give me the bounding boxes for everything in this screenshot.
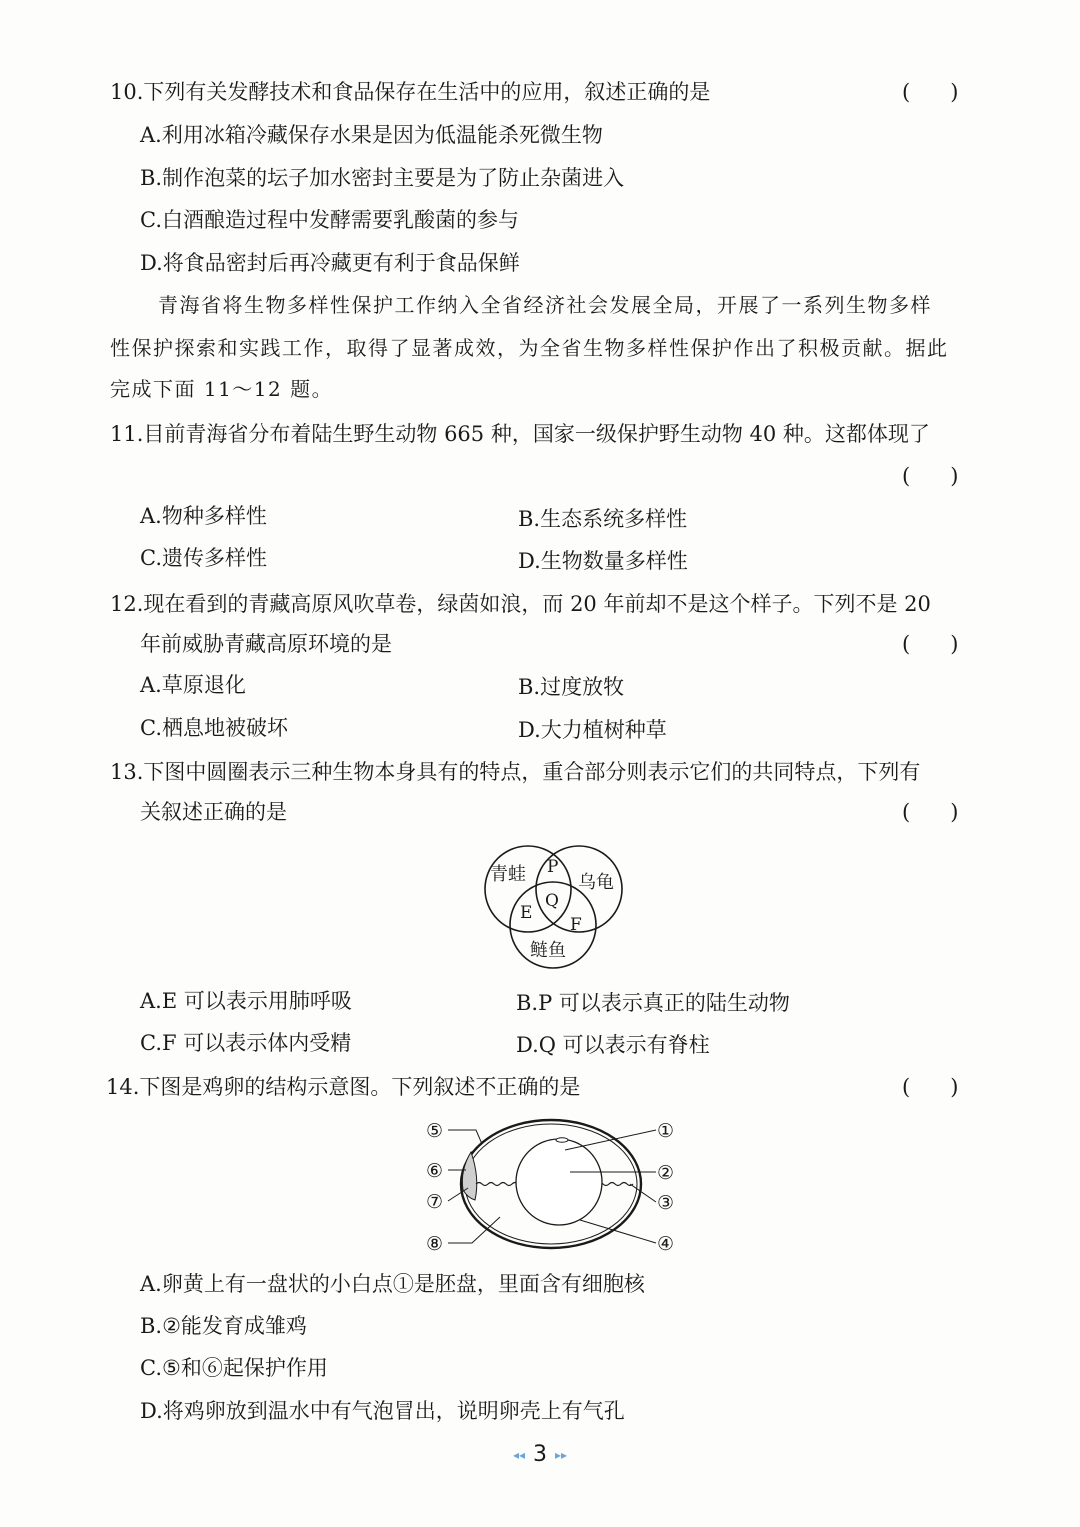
- leader-line-8: [448, 1217, 500, 1243]
- q12-stem-line-2: 年前威胁青藏高原环境的是: [140, 632, 392, 656]
- venn-label-fish: 鲢鱼: [530, 940, 566, 961]
- q14-stem: 14.下图是鸡卵的结构示意图。下列叙述不正确的是: [106, 1075, 581, 1099]
- venn-label-turtle: 乌龟: [578, 872, 614, 893]
- egg-label-1: ①: [657, 1120, 675, 1142]
- q11-stem: 11.目前青海省分布着陆生野生动物 665 种，国家一级保护野生动物 40 种。这都体现了: [110, 422, 930, 446]
- q13-answer-bracket: ( ): [902, 800, 959, 824]
- egg-label-8: ⑧: [426, 1233, 444, 1255]
- q12-answer-bracket: ( ): [902, 632, 959, 656]
- q14-option-c: C.⑤和⑥起保护作用: [140, 1356, 328, 1380]
- q14-option-a: A.卵黄上有一盘状的小白点①是胚盘，里面含有细胞核: [140, 1272, 645, 1296]
- q11-option-b: B.生态系统多样性: [518, 507, 688, 531]
- page-number: 3: [533, 1442, 547, 1467]
- venn-label-p: P: [547, 857, 559, 877]
- leader-line-4: [580, 1220, 656, 1243]
- air-cell: [462, 1152, 476, 1200]
- egg-label-7: ⑦: [426, 1191, 444, 1213]
- chalaza-left: [476, 1183, 522, 1186]
- q12-stem-line-1: 12.现在看到的青藏高原风吹草卷，绿茵如浪，而 20 年前却不是这个样子。下列不是 20: [110, 592, 931, 616]
- q13-option-c: C.F 可以表示体内受精: [140, 1031, 352, 1055]
- yolk: [516, 1139, 602, 1225]
- leader-line-1: [565, 1130, 656, 1150]
- venn-label-q: Q: [545, 891, 559, 911]
- q13-stem-line-1: 13.下图中圆圈表示三种生物本身具有的特点，重合部分则表示它们的共同特点，下列有: [110, 760, 921, 784]
- q11-answer-bracket: ( ): [902, 464, 959, 488]
- q14-answer-bracket: ( ): [902, 1075, 959, 1099]
- q10-option-b: B.制作泡菜的坛子加水密封主要是为了防止杂菌进入: [140, 166, 625, 190]
- venn-label-frog: 青蛙: [490, 864, 526, 885]
- q12-option-d: D.大力植树种草: [518, 718, 667, 742]
- egg-label-2: ②: [657, 1162, 675, 1184]
- venn-label-f: F: [570, 915, 582, 935]
- q12-option-c: C.栖息地被破坏: [140, 716, 288, 740]
- q13-option-a: A.E 可以表示用肺呼吸: [140, 989, 352, 1013]
- leader-line-5: [448, 1130, 482, 1144]
- passage-line-2: 性保护探索和实践工作，取得了显著成效，为全省生物多样性保护作出了积极贡献。据此: [110, 336, 949, 360]
- passage-line-1: 青海省将生物多样性保护工作纳入全省经济社会发展全局，开展了一系列生物多样: [158, 293, 932, 317]
- egg-label-3: ③: [657, 1192, 675, 1214]
- q10-option-c: C.白酒酿造过程中发酵需要乳酸菌的参与: [140, 208, 519, 232]
- q12-option-a: A.草原退化: [140, 673, 246, 697]
- q10-stem: 10.下列有关发酵技术和食品保存在生活中的应用，叙述正确的是: [110, 80, 711, 104]
- q14-option-b: B.②能发育成雏鸡: [140, 1314, 307, 1338]
- prev-arrow-icon: ◂◂: [512, 1448, 525, 1462]
- egg-structure-diagram: [420, 1112, 682, 1260]
- q12-option-b: B.过度放牧: [518, 675, 625, 699]
- q13-stem-line-2: 关叙述正确的是: [140, 800, 287, 824]
- egg-label-6: ⑥: [426, 1160, 444, 1182]
- next-arrow-icon: ▸▸: [555, 1448, 568, 1462]
- q10-option-d: D.将食品密封后再冷藏更有利于食品保鲜: [140, 251, 520, 275]
- q13-option-b: B.P 可以表示真正的陆生动物: [516, 991, 790, 1015]
- q10-option-a: A.利用冰箱冷藏保存水果是因为低温能杀死微生物: [140, 123, 603, 147]
- venn-label-e: E: [520, 903, 533, 923]
- egg-label-4: ④: [657, 1233, 675, 1255]
- q14-option-d: D.将鸡卵放到温水中有气泡冒出，说明卵壳上有气孔: [140, 1399, 625, 1423]
- venn-diagram: [480, 838, 630, 970]
- egg-label-5: ⑤: [426, 1120, 444, 1142]
- leader-line-7: [448, 1188, 468, 1201]
- q11-option-c: C.遗传多样性: [140, 546, 267, 570]
- q11-option-a: A.物种多样性: [140, 504, 267, 528]
- page-footer: [0, 1442, 1080, 1467]
- q10-answer-bracket: ( ): [902, 80, 959, 104]
- germinal-disc: [556, 1138, 568, 1142]
- q11-option-d: D.生物数量多样性: [518, 549, 688, 573]
- passage-line-3: 完成下面 11～12 题。: [110, 377, 334, 401]
- q13-option-d: D.Q 可以表示有脊柱: [516, 1033, 710, 1057]
